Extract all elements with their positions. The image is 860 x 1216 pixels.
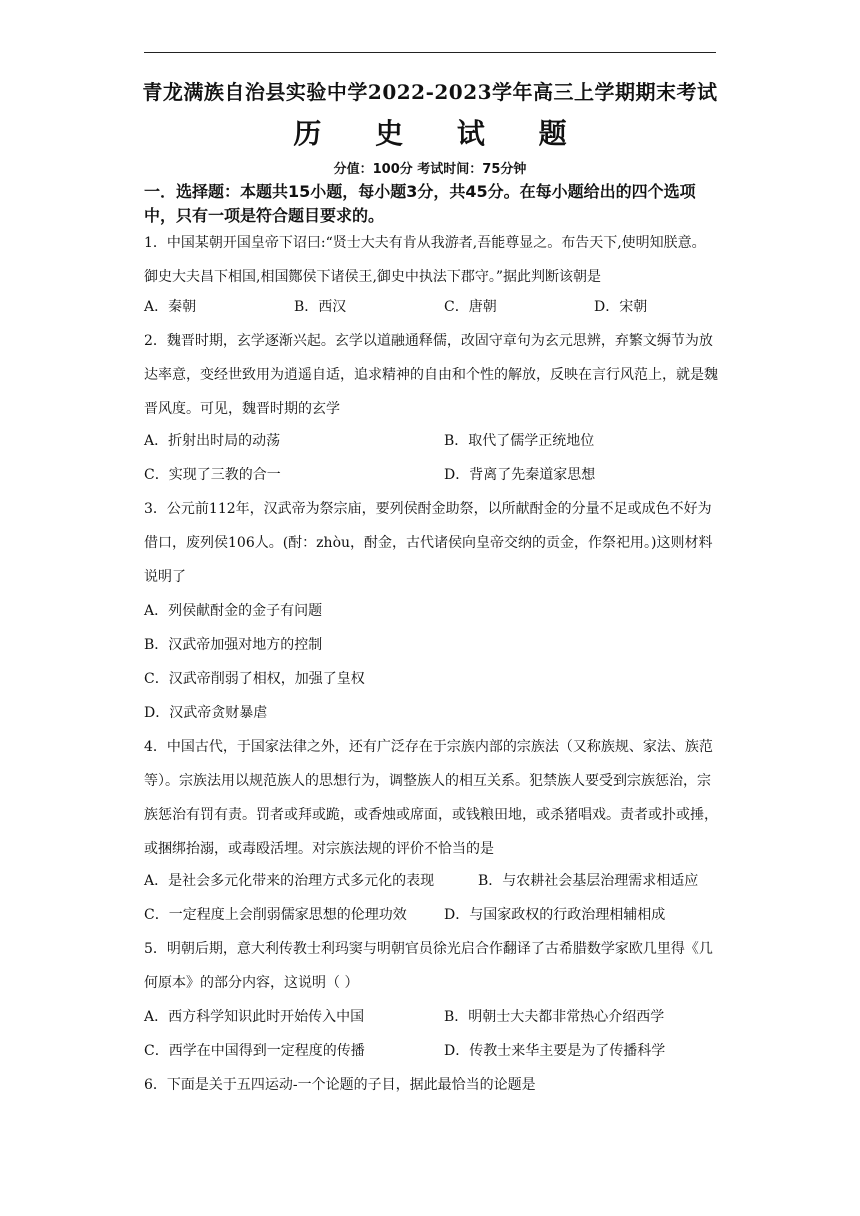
subject-title: 历 史 试 题 [293, 117, 589, 150]
question-3-option-a-row [144, 594, 724, 628]
question-3-option-c: C．汉武帝削弱了相权，加强了皇权 [144, 671, 365, 687]
section-heading: 一．选择题：本题共15小题，每小题3分，共45分。在每小题给出的四个选项中，只有一项是符合题目要求的。 [144, 182, 696, 225]
question-3-option-b: B．汉武帝加强对地方的控制 [144, 637, 323, 653]
question-3-option-b-row [144, 628, 724, 662]
question-2-option-d: D．背离了先秦道家思想 [444, 467, 596, 483]
question-2-option-b: B．取代了儒学正统地位 [444, 433, 595, 449]
question-1-option-a: A．秦朝 [144, 299, 197, 315]
question-4-stem: 4．中国古代，于国家法律之外，还有广泛存在于宗族内部的宗族法（又称族规、家法、族范等）。宗族法用以规范族人的思想行为，调整族人的相互关系。犯禁族人要受到宗族惩治，宗族惩治有罚有责。罚者或拜或跪，或香烛或席面，或钱粮田地，或杀猪唱戏。责者或扑或捶，或捆绑抬溺，或毒殴活埋。对宗族法规的评价不恰当的是 [144, 739, 718, 857]
question-5-stem: 5．明朝后期，意大利传教士利玛窦与明朝官员徐光启合作翻译了古希腊数学家欧几里得《几何原本》的部分内容，这说明（ ） [144, 941, 713, 991]
question-5-options-row2 [144, 1034, 724, 1068]
question-3-option-c-row [144, 662, 724, 696]
exam-meta: 分值：100分 考试时间：75分钟 [333, 162, 527, 177]
question-3-option-d: D．汉武帝贪财暴虐 [144, 705, 268, 721]
question-2-options-row2 [144, 458, 724, 492]
question-2-option-c: C．实现了三教的合一 [144, 467, 281, 483]
question-6-stem: 6．下面是关于五四运动-一个论题的子目，据此最恰当的论题是 [144, 1077, 536, 1093]
question-1-option-d: D．宋朝 [594, 299, 648, 315]
question-5-option-c: C．西学在中国得到一定程度的传播 [144, 1043, 365, 1059]
question-5-option-d: D．传教士来华主要是为了传播科学 [444, 1043, 666, 1059]
question-1-options [144, 290, 724, 324]
question-2-option-a: A．折射出时局的动荡 [144, 433, 281, 449]
question-4-option-a: A．是社会多元化带来的治理方式多元化的表现 [144, 873, 435, 889]
question-3-stem: 3．公元前112年，汉武帝为祭宗庙，要列侯酎金助祭，以所献酎金的分量不足或成色不好为借口，废列侯106人。(酎：zhòu，酎金，古代诸侯向皇帝交纳的贡金，作祭祀用。)这则材料说明了 [144, 501, 713, 585]
question-4-options-row1 [144, 864, 724, 898]
header-rule [144, 52, 716, 53]
question-4-option-b: B．与农耕社会基层治理需求相适应 [478, 873, 699, 889]
question-1-option-c: C．唐朝 [444, 299, 497, 315]
question-1-option-b: B．西汉 [294, 299, 347, 315]
question-5-option-b: B．明朝士大夫都非常热心介绍西学 [444, 1009, 665, 1025]
school-title: 青龙满族自治县实验中学2022-2023学年高三上学期期末考试 [142, 80, 718, 104]
question-2-stem: 2．魏晋时期，玄学逐渐兴起。玄学以道融通释儒，改固守章句为玄元思辨，弃繁文缛节为放达率意，变经世致用为逍遥自适，追求精神的自由和个性的解放，反映在言行风范上，就是魏晋风度。可见，魏晋时期的玄学 [144, 333, 718, 417]
question-4-option-c: C．一定程度上会削弱儒家思想的伦理功效 [144, 907, 407, 923]
question-4-options-row2 [144, 898, 724, 932]
question-4-option-d: D．与国家政权的行政治理相辅相成 [444, 907, 666, 923]
question-3-option-a: A．列侯献酎金的金子有问题 [144, 603, 323, 619]
question-1-stem: 1．中国某朝开国皇帝下诏曰:“贤士大夫有肯从我游者,吾能尊显之。布告天下,使明知朕意。御史大夫昌下相国,相国酂侯下诸侯王,御史中执法下郡守。”据此判断该朝是 [144, 235, 706, 285]
question-2-options-row1 [144, 424, 724, 458]
question-3-option-d-row [144, 696, 724, 730]
question-5-options-row1 [144, 1000, 724, 1034]
question-5-option-a: A．西方科学知识此时开始传入中国 [144, 1009, 365, 1025]
